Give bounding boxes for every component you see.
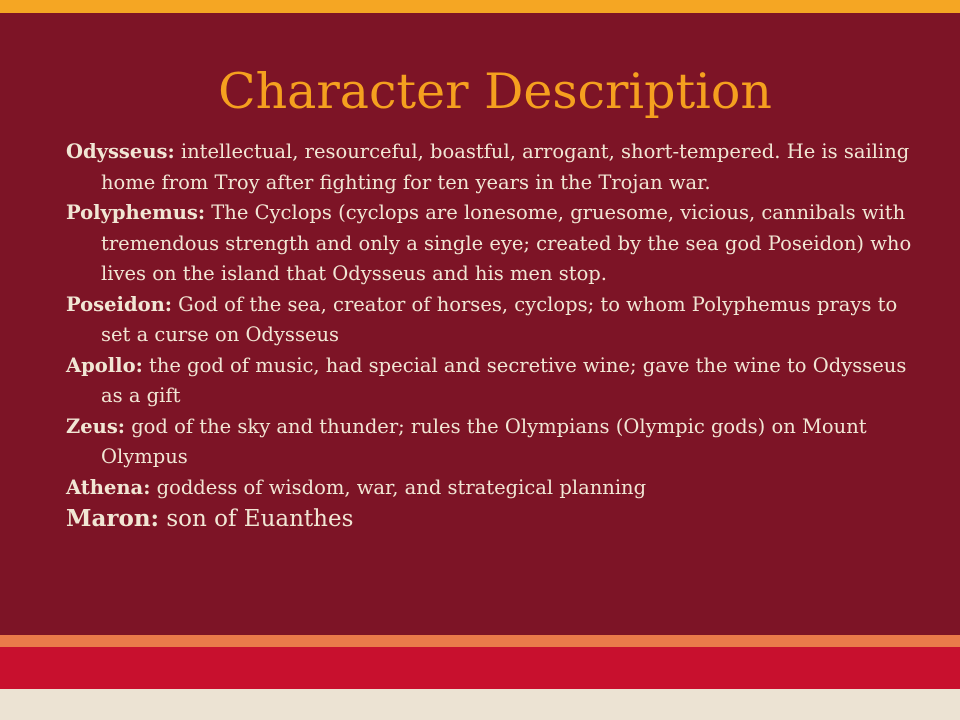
character-name: Athena: [66,475,151,499]
character-entry-odysseus [66,137,916,198]
bottom-red-stripe [0,647,960,689]
footer-band [0,689,960,720]
top-accent-bar [0,0,960,13]
character-name: Maron: [66,505,160,532]
slide-title: Character Description [218,63,772,120]
character-name: Zeus: [66,414,125,438]
character-description: intellectual, resourceful, boastful, arrogant, short-tempered. He is sailing home from Troy after fighting for ten years in the Trojan war. [101,140,910,194]
character-entry-polyphemus [66,198,916,290]
character-name: Poseidon: [66,292,172,316]
character-description: god of the sky and thunder; rules the Olympians (Olympic gods) on Mount Olympus [101,414,867,468]
bottom-orange-stripe [0,635,960,647]
character-name: Odysseus: [66,140,175,163]
character-description: son of Euanthes [166,506,354,532]
character-entry-athena [66,473,916,504]
character-entry-apollo [66,351,916,412]
character-entry-maron [66,503,916,535]
character-description: God of the sea, creator of horses, cyclops; to whom Polyphemus prays to set a curse on Odysseus [101,292,898,346]
character-description: The Cyclops (cyclops are lonesome, gruesome, vicious, cannibals with tremendous strength and only a single eye; created by the sea god Poseidon) who lives on the island that Odysseus and his men stop. [101,201,912,285]
character-entry-zeus [66,412,916,473]
character-list [66,137,916,535]
character-description: goddess of wisdom, war, and strategical planning [156,475,647,499]
character-description: the god of music, had special and secretive wine; gave the wine to Odysseus as a gift [101,353,907,407]
character-entry-poseidon [66,290,916,351]
character-name: Polyphemus: [66,201,206,224]
character-name: Apollo: [66,353,143,377]
